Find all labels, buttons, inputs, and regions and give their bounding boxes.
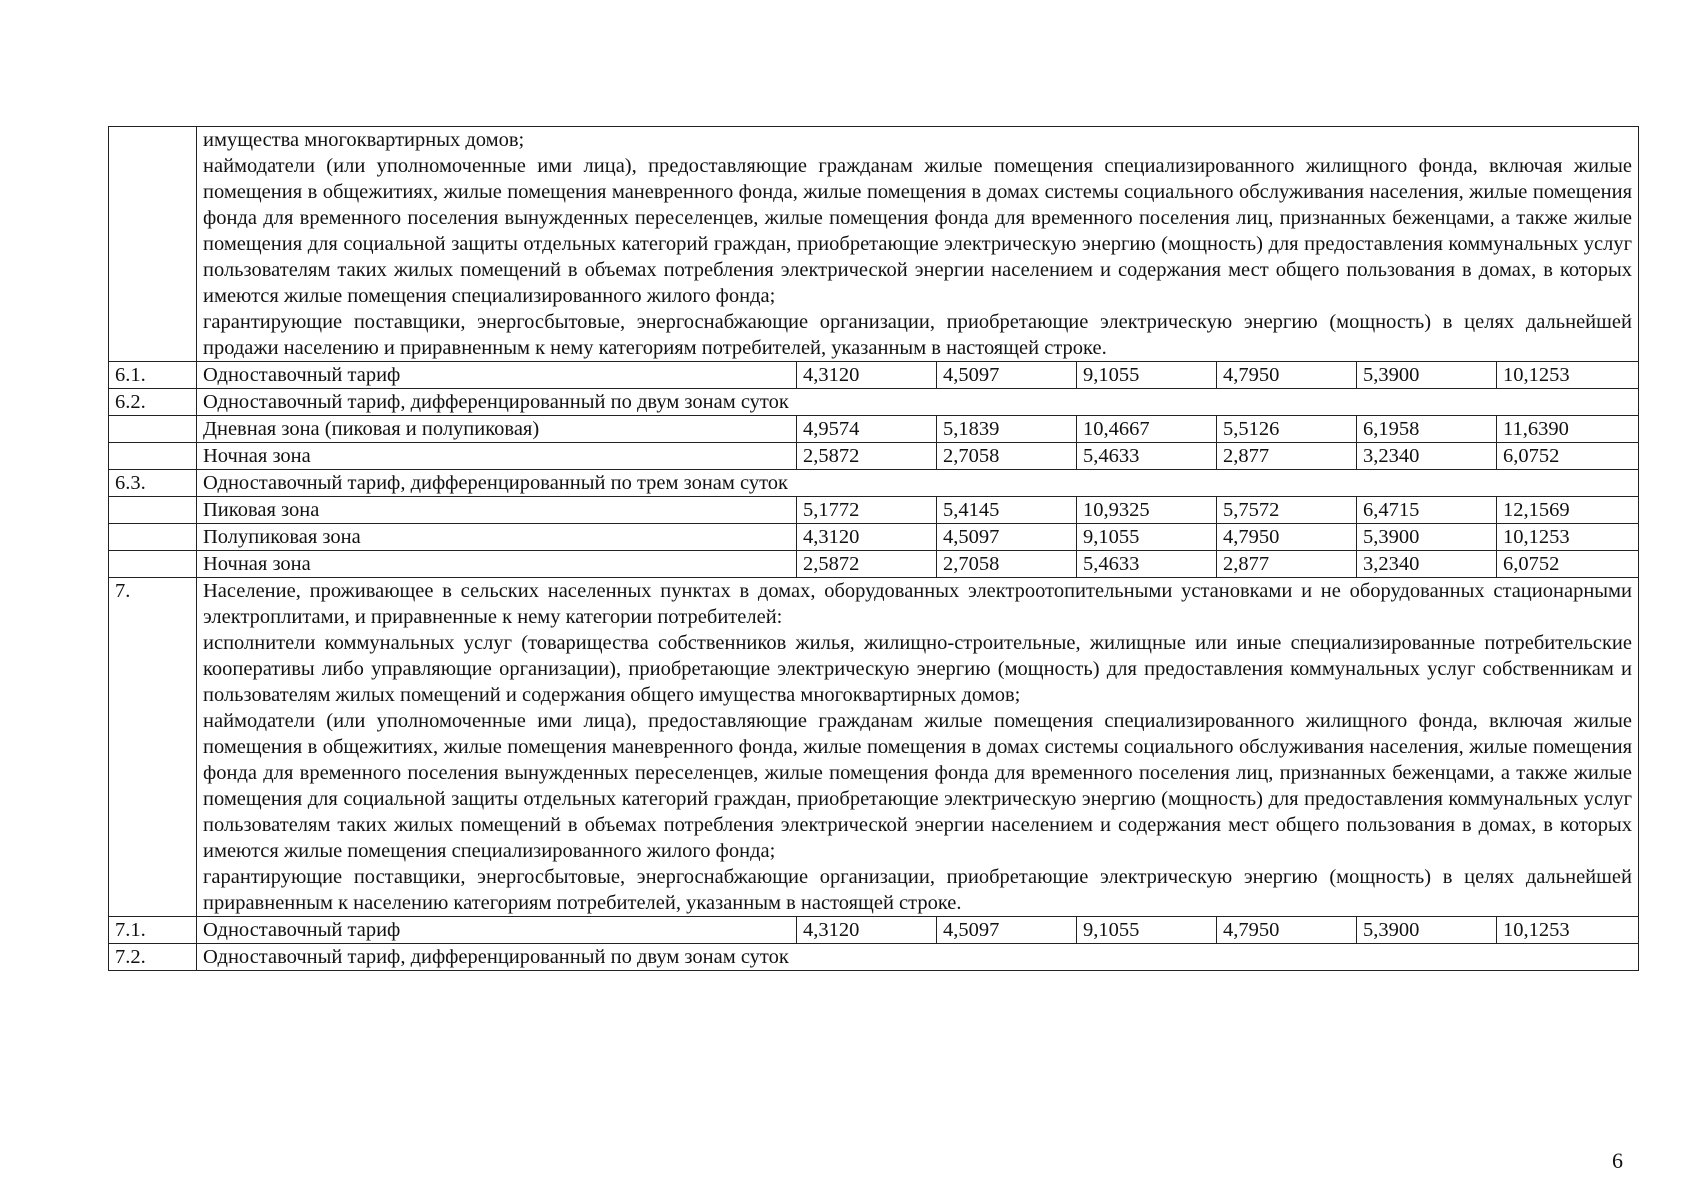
zone-label: Полупиковая зона — [197, 524, 797, 551]
value-cell: 9,1055 — [1077, 362, 1217, 389]
paragraph: гарантирующие поставщики, энергосбытовые, энергоснабжающие организации, приобретающие электрическую энергию (мощность) в целях дальнейшей продажи населению и приравненным к нему категориям потребителей, указанным в настоящей строке. — [203, 311, 1633, 359]
page-number: 6 — [1612, 1148, 1623, 1173]
value-cell: 5,4633 — [1077, 551, 1217, 578]
value-cell: 5,3900 — [1357, 917, 1497, 944]
value-cell: 2,7058 — [937, 443, 1077, 470]
value-cell: 5,7572 — [1217, 497, 1357, 524]
paragraph: имущества многоквартирных домов; — [203, 129, 525, 151]
table-row — [109, 443, 1639, 470]
row-label: Одноставочный тариф, дифференцированный по двум зонам суток — [197, 389, 1639, 416]
table-row — [109, 551, 1639, 578]
value-cell: 4,3120 — [797, 917, 937, 944]
value-cell: 4,5097 — [937, 917, 1077, 944]
row-number: 6.2. — [109, 389, 197, 416]
row-label: Одноставочный тариф — [197, 362, 797, 389]
row-number-cell — [109, 127, 197, 362]
value-cell: 5,3900 — [1357, 362, 1497, 389]
table-row — [109, 362, 1639, 389]
table-row — [109, 944, 1639, 971]
row-number-cell — [109, 551, 197, 578]
value-cell: 4,5097 — [937, 362, 1077, 389]
paragraph: гарантирующие поставщики, энергосбытовые, энергоснабжающие организации, приобретающие электрическую энергию (мощность) в целях дальнейшей приравненным к населению категориям потребителей, указанным в настоящей строке. — [203, 866, 1633, 914]
row-number: 7.1. — [109, 917, 197, 944]
value-cell: 4,3120 — [797, 524, 937, 551]
value-cell: 5,4145 — [937, 497, 1077, 524]
table-row — [109, 524, 1639, 551]
table-row — [109, 389, 1639, 416]
value-cell: 6,0752 — [1497, 443, 1639, 470]
value-cell: 4,3120 — [797, 362, 937, 389]
row-number: 7.2. — [109, 944, 197, 971]
value-cell: 2,7058 — [937, 551, 1077, 578]
row-number-cell — [109, 416, 197, 443]
tariff-table — [108, 126, 1639, 971]
zone-label: Дневная зона (пиковая и полупиковая) — [197, 416, 797, 443]
row-label: Одноставочный тариф, дифференцированный по трем зонам суток — [197, 470, 1639, 497]
value-cell: 2,877 — [1217, 551, 1357, 578]
section-6-description — [197, 127, 1639, 362]
value-cell: 12,1569 — [1497, 497, 1639, 524]
value-cell: 4,7950 — [1217, 917, 1357, 944]
paragraph: исполнители коммунальных услуг (товарищества собственников жилья, жилищно-строительные, жилищные или иные специализированные потребительские кооперативы либо управляющие организации), приобретающие электрическую энергию (мощность) для предоставления коммунальных услуг собственникам и пользователям жилых помещений и содержания общего имущества многоквартирных домов; — [203, 632, 1633, 706]
value-cell: 9,1055 — [1077, 917, 1217, 944]
row-number: 6.1. — [109, 362, 197, 389]
row-label: Одноставочный тариф — [197, 917, 797, 944]
paragraph: наймодатели (или уполномоченные ими лица), предоставляющие гражданам жилые помещения специализированного жилищного фонда, включая жилые помещения в общежитиях, жилые помещения маневренного фонда, жилые помещения в домах системы социального обслуживания населения, жилые помещения фонда для временного поселения вынужденных переселенцев, жилые помещения фонда для временного поселения лиц, признанных беженцами, а также жилые помещения для социальной защиты отдельных категорий граждан, приобретающие электрическую энергию (мощность) для предоставления коммунальных услуг пользователям таких жилых помещений в объемах потребления электрической энергии населением и содержания мест общего пользования в домах, в которых имеются жилые помещения специализированного жилого фонда; — [203, 155, 1633, 307]
row-label: Одноставочный тариф, дифференцированный по двум зонам суток — [197, 944, 1639, 971]
value-cell: 11,6390 — [1497, 416, 1639, 443]
value-cell: 4,5097 — [937, 524, 1077, 551]
row-number: 6.3. — [109, 470, 197, 497]
paragraph: наймодатели (или уполномоченные ими лица), предоставляющие гражданам жилые помещения специализированного жилищного фонда, включая жилые помещения в общежитиях, жилые помещения маневренного фонда, жилые помещения в домах системы социального обслуживания населения, жилые помещения фонда для временного поселения вынужденных переселенцев, жилые помещения фонда для временного поселения лиц, признанных беженцами, а также жилые помещения для социальной защиты отдельных категорий граждан, приобретающие электрическую энергию (мощность) для предоставления коммунальных услуг пользователям таких жилых помещений в объемах потребления электрической энергии населением и содержания мест общего пользования в домах, в которых имеются жилые помещения специализированного жилого фонда; — [203, 710, 1633, 862]
value-cell: 3,2340 — [1357, 551, 1497, 578]
table-row — [109, 416, 1639, 443]
table-row — [109, 127, 1639, 362]
value-cell: 5,5126 — [1217, 416, 1357, 443]
value-cell: 10,1253 — [1497, 524, 1639, 551]
value-cell: 6,0752 — [1497, 551, 1639, 578]
row-number: 7. — [109, 578, 197, 917]
row-number-cell — [109, 443, 197, 470]
value-cell: 10,1253 — [1497, 362, 1639, 389]
zone-label: Ночная зона — [197, 443, 797, 470]
value-cell: 10,1253 — [1497, 917, 1639, 944]
table-row — [109, 578, 1639, 917]
value-cell: 10,9325 — [1077, 497, 1217, 524]
row-number-cell — [109, 524, 197, 551]
table-row — [109, 470, 1639, 497]
row-number-cell — [109, 497, 197, 524]
value-cell: 9,1055 — [1077, 524, 1217, 551]
table-row — [109, 917, 1639, 944]
value-cell: 2,877 — [1217, 443, 1357, 470]
value-cell: 4,7950 — [1217, 362, 1357, 389]
zone-label: Ночная зона — [197, 551, 797, 578]
section-7-description — [197, 578, 1639, 917]
value-cell: 5,3900 — [1357, 524, 1497, 551]
value-cell: 6,4715 — [1357, 497, 1497, 524]
value-cell: 4,9574 — [797, 416, 937, 443]
paragraph: Население, проживающее в сельских населенных пунктах в домах, оборудованных электроотопительными установками и не оборудованных стационарными электроплитами, и приравненные к нему категории потребителей: — [203, 580, 1633, 628]
value-cell: 5,1839 — [937, 416, 1077, 443]
value-cell: 4,7950 — [1217, 524, 1357, 551]
value-cell: 2,5872 — [797, 443, 937, 470]
value-cell: 5,4633 — [1077, 443, 1217, 470]
value-cell: 2,5872 — [797, 551, 937, 578]
value-cell: 3,2340 — [1357, 443, 1497, 470]
table-row — [109, 497, 1639, 524]
value-cell: 10,4667 — [1077, 416, 1217, 443]
zone-label: Пиковая зона — [197, 497, 797, 524]
value-cell: 6,1958 — [1357, 416, 1497, 443]
value-cell: 5,1772 — [797, 497, 937, 524]
